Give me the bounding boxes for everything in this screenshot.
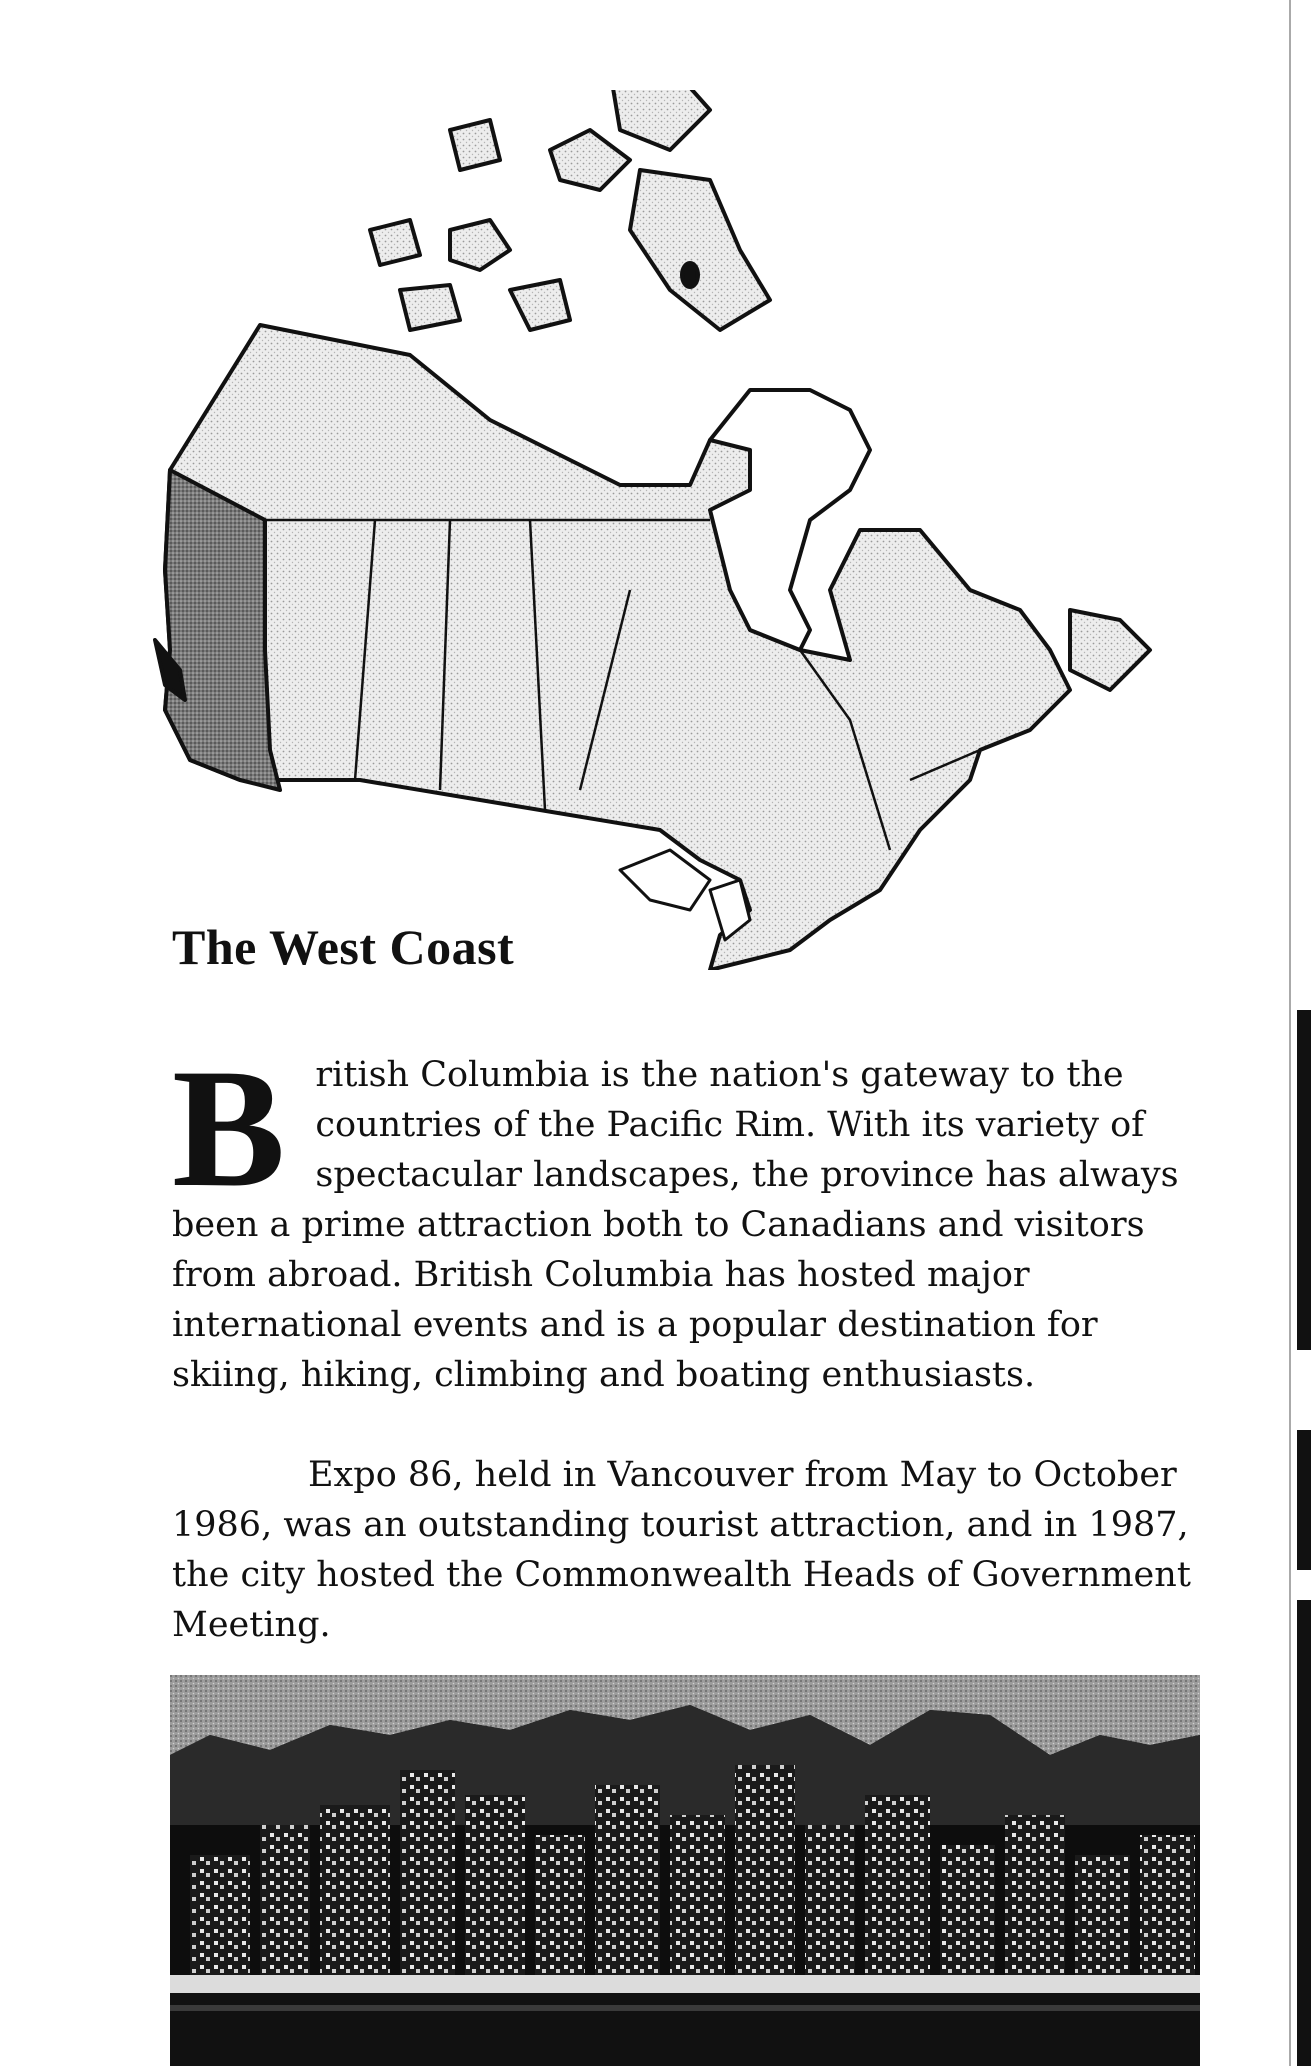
expo-paragraph <box>172 1450 1192 1650</box>
arctic-island <box>510 280 570 330</box>
intro-paragraph <box>172 1034 1192 1400</box>
scan-edge-line <box>1289 0 1291 2066</box>
british-columbia-region <box>165 470 280 790</box>
canada-mainland <box>165 325 1070 970</box>
canada-map-icon <box>150 90 1210 970</box>
intro-paragraph-text: ritish Columbia is the nation's gateway to the countries of the Pacific Rim. With its variety of spectacular landscapes, the province has always been a prime attraction both to Canadians and visitors from abroad. British Columbia has hosted major international events and is a popular destination for skiing, hiking, climbing and boating enthusiasts. <box>172 1055 1179 1395</box>
water <box>170 1993 1200 2066</box>
arctic-island <box>630 170 770 330</box>
drop-cap: B <box>172 1034 286 1222</box>
arctic-island <box>400 285 460 330</box>
arctic-island <box>370 220 420 265</box>
arctic-island <box>550 130 630 190</box>
newfoundland <box>1070 610 1150 690</box>
scan-edge-bar <box>1297 1430 1311 1570</box>
scan-edge-bar <box>1297 1010 1311 1350</box>
arctic-island <box>450 120 500 170</box>
expo-paragraph-text: Expo 86, held in Vancouver from May to October 1986, was an outstanding tourist attraction, and in 1987, the city hosted the Commonwealth Heads of Government Meeting. <box>172 1455 1191 1645</box>
section-heading: The West Coast <box>172 919 515 975</box>
vancouver-skyline-photo <box>170 1675 1200 2066</box>
scan-edge-bar <box>1297 1600 1311 2066</box>
waterfront-light <box>170 1975 1200 1993</box>
arctic-island <box>610 90 710 150</box>
arctic-island <box>450 220 510 270</box>
